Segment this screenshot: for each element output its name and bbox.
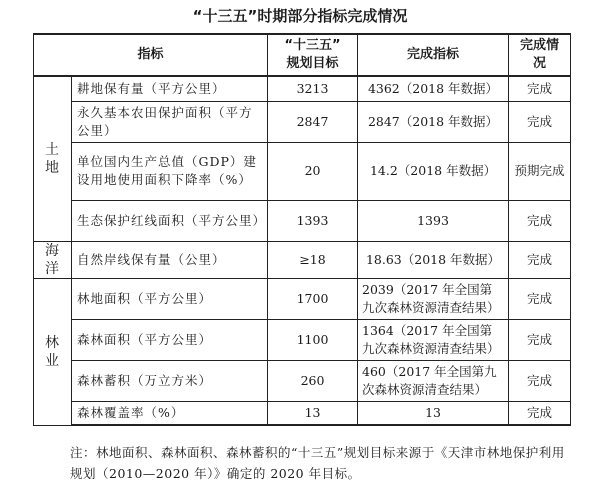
indicator-name: 自然岸线保有量（公里） <box>72 241 268 278</box>
table-title: “十三五”时期部分指标完成情况 <box>192 7 408 25</box>
achieved-value: 2039（2017 年全国第九次森林资源清查结果） <box>358 278 509 319</box>
header-row <box>34 34 571 76</box>
target-value: 1100 <box>268 319 358 360</box>
target-value: 13 <box>268 401 358 425</box>
category-forestry: 林业 <box>34 278 72 425</box>
indicator-table <box>33 33 571 426</box>
table-row <box>34 319 571 360</box>
status-value: 完成 <box>509 278 571 319</box>
table-row <box>34 360 571 401</box>
achieved-value: 14.2（2018 年数据） <box>358 142 509 200</box>
status-value: 预期完成 <box>509 142 571 200</box>
indicator-name: 生态保护红线面积（平方公里） <box>72 200 268 241</box>
header-indicator: 指标 <box>34 34 268 76</box>
header-achieved: 完成指标 <box>358 34 509 76</box>
target-value: 2847 <box>268 101 358 142</box>
status-value: 完成 <box>509 319 571 360</box>
status-value: 完成 <box>509 401 571 425</box>
target-value: 260 <box>268 360 358 401</box>
target-value: 1393 <box>268 200 358 241</box>
achieved-value: 460（2017 年全国第九次森林资源清查结果） <box>358 360 509 401</box>
achieved-value: 1364（2017 年全国第九次森林资源清查结果） <box>358 319 509 360</box>
category-ocean: 海洋 <box>34 241 72 278</box>
status-value: 完成 <box>509 360 571 401</box>
table-row <box>34 101 571 142</box>
status-value: 完成 <box>509 200 571 241</box>
achieved-value: 1393 <box>358 200 509 241</box>
target-value: 20 <box>268 142 358 200</box>
achieved-value: 4362（2018 年数据） <box>358 76 509 101</box>
achieved-value: 18.63（2018 年数据） <box>358 241 509 278</box>
table-row <box>34 200 571 241</box>
header-status: 完成情况 <box>509 34 571 76</box>
achieved-value: 2847（2018 年数据） <box>358 101 509 142</box>
header-target-line2: 规划目标 <box>286 56 339 71</box>
status-value: 完成 <box>509 101 571 142</box>
category-land: 土地 <box>34 76 72 241</box>
table-row <box>34 142 571 200</box>
target-value: 3213 <box>268 76 358 101</box>
achieved-value: 13 <box>358 401 509 425</box>
indicator-name: 森林覆盖率（%） <box>72 401 268 425</box>
table-row <box>34 401 571 425</box>
indicator-name: 森林面积（平方公里） <box>72 319 268 360</box>
indicator-name: 耕地保有量（平方公里） <box>72 76 268 101</box>
table-footnote: 注：林地面积、森林面积、森林蓄积的“十三五”规划目标来源于《天津市林地保护利用规划（2010—2020 年）》确定的 2020 年目标。 <box>70 445 565 481</box>
header-target-line1: “十三五” <box>284 38 341 53</box>
target-value: 1700 <box>268 278 358 319</box>
indicator-name: 单位国内生产总值（GDP）建设用地使用面积下降率（%） <box>72 142 268 200</box>
table-row <box>34 76 571 101</box>
status-value: 完成 <box>509 241 571 278</box>
indicator-name: 永久基本农田保护面积（平方公里） <box>72 101 268 142</box>
target-value: ≥18 <box>268 241 358 278</box>
indicator-name: 森林蓄积（万立方米） <box>72 360 268 401</box>
table-row <box>34 241 571 278</box>
indicator-name: 林地面积（平方公里） <box>72 278 268 319</box>
status-value: 完成 <box>509 76 571 101</box>
header-target <box>268 34 358 76</box>
table-row <box>34 278 571 319</box>
